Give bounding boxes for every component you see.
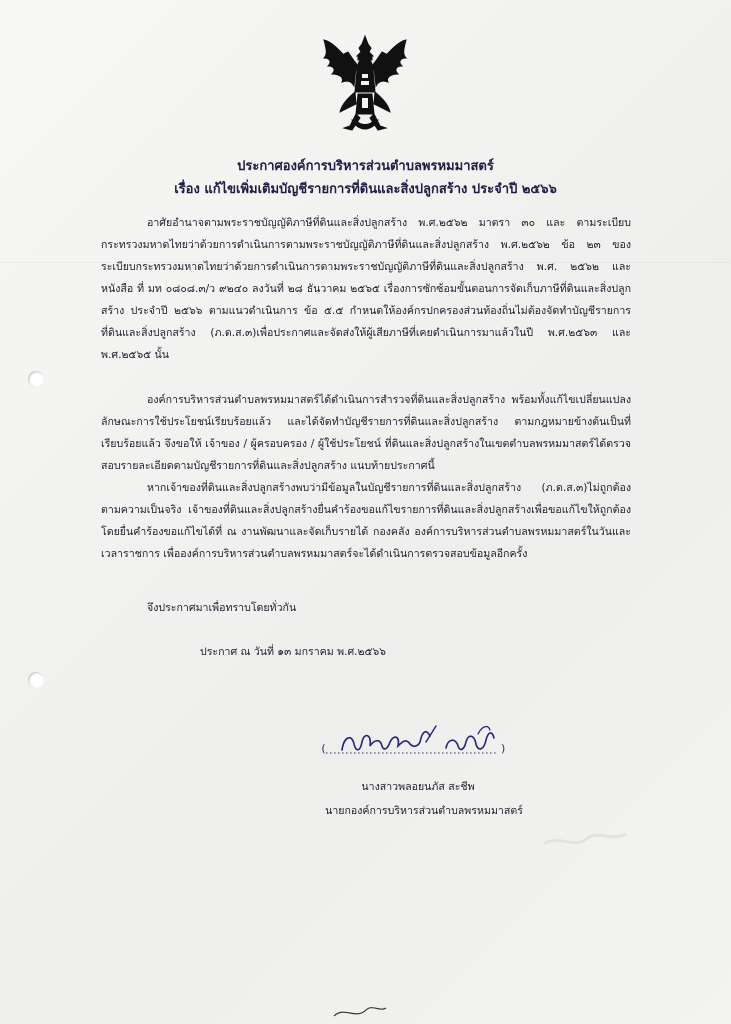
- svg-text:(: (: [320, 742, 327, 755]
- announcement-subject: เรื่อง แก้ไขเพิ่มเติมบัญชีรายการที่ดินและสิ่งปลูกสร้าง ประจำปี ๒๕๖๖: [174, 182, 557, 197]
- announcement-date: ประกาศ ณ วันที่ ๑๓ มกราคม พ.ศ.๒๕๖๖: [200, 646, 386, 658]
- paper-edge-mark: [330, 998, 390, 1022]
- signatory-name: นางสาวพลอยนภัส สะชีพ: [361, 781, 475, 793]
- punch-hole-top: [28, 371, 44, 387]
- paragraph-1: อาศัยอำนาจตามพระราชบัญญัติภาษีที่ดินและสิ่งปลูกสร้าง พ.ศ.๒๕๖๒ มาตรา ๓๐ และ ตามระเบียบกระทรวงมหาดไทยว่าด้วยการดำเนินการตามพระราชบัญญัติภาษีที่ดินและสิ่งปลูกสร้าง พ.ศ.๒๕๖๒ ข้อ ๒๓ ของระเบียบกระทรวงมหาดไทยว่าด้วยการดำเนินการตามพระราชบัญญัติภาษีที่ดินและสิ่งปลูกสร้าง พ.ศ. ๒๕๖๒ และหนังสือ ที่ มท ๐๘๐๘.๓/ว ๙๒๔๐ ลงวันที่ ๒๘ ธันวาคม ๒๕๖๕ เรื่องการซักซ้อมขั้นตอนการจัดเก็บภาษีที่ดินและสิ่งปลูกสร้าง ประจำปี ๒๕๖๖ ตามแนวดำเนินการ ข้อ ๕.๕ กำหนดให้องค์กรปกครองส่วนท้องถิ่นไม่ต้องจัดทำบัญชีรายการที่ดินและสิ่งปลูกสร้าง (ภ.ด.ส.๓)เพื่อประกาศและจัดส่งให้ผู้เสียภาษีที่เคยดำเนินการมาแล้วในปี พ.ศ.๒๕๖๓ และ พ.ศ.๒๕๖๕ นั้น: [101, 217, 631, 361]
- signatory-position: นายกองค์การบริหารส่วนตำบลพรหมมาสตร์: [325, 805, 523, 817]
- svg-text:): ): [500, 742, 507, 755]
- handwritten-signature: [318, 722, 508, 768]
- punch-hole-bottom: [28, 672, 44, 688]
- paragraph-3: หากเจ้าของที่ดินและสิ่งปลูกสร้างพบว่ามีข้อมูลในบัญชีรายการที่ดินและสิ่งปลูกสร้าง (ภ.ด.ส.๓)ไม่ถูกต้องตามความเป็นจริง เจ้าของที่ดินและสิ่งปลูกสร้างยื่นคำร้องขอแก้ไขรายการที่ดินและสิ่งปลูกสร้างเพื่อขอแก้ไขให้ถูกต้อง โดยยื่นคำร้องขอแก้ไขได้ที่ ณ งานพัฒนาและจัดเก็บรายได้ กองคลัง องค์การบริหารส่วนตำบลพรหมมาสตร์ในวันและเวลาราชการ เพื่อองค์การบริหารส่วนตำบลพรหมมาสตร์จะได้ดำเนินการตรวจสอบข้อมูลอีกครั้ง: [101, 482, 631, 560]
- paper-bleed-mark: [540, 820, 630, 860]
- paragraph-2: องค์การบริหารส่วนตำบลพรหมมาสตร์ได้ดำเนินการสำรวจที่ดินและสิ่งปลูกสร้าง พร้อมทั้งแก้ไขเปลี่ยนแปลงลักษณะการใช้ประโยชน์เรียบร้อยแล้ว และได้จัดทำบัญชีรายการที่ดินและสิ่งปลูกสร้าง ตามกฎหมายข้างต้นเป็นที่เรียบร้อยแล้ว จึงขอให้ เจ้าของ / ผู้ครอบครอง / ผู้ใช้ประโยชน์ ที่ดินและสิ่งปลูกสร้างในเขตตำบลพรหมมาสตร์ได้ตรวจสอบรายละเอียดตามบัญชีรายการที่ดินและสิ่งปลูกสร้าง แนบท้ายประกาศนี้: [101, 394, 631, 472]
- garuda-emblem-icon: [318, 34, 412, 134]
- closing-statement: จึงประกาศมาเพื่อทราบโดยทั่วกัน: [147, 602, 297, 614]
- announcement-title: ประกาศองค์การบริหารส่วนตำบลพรหมมาสตร์: [237, 159, 494, 174]
